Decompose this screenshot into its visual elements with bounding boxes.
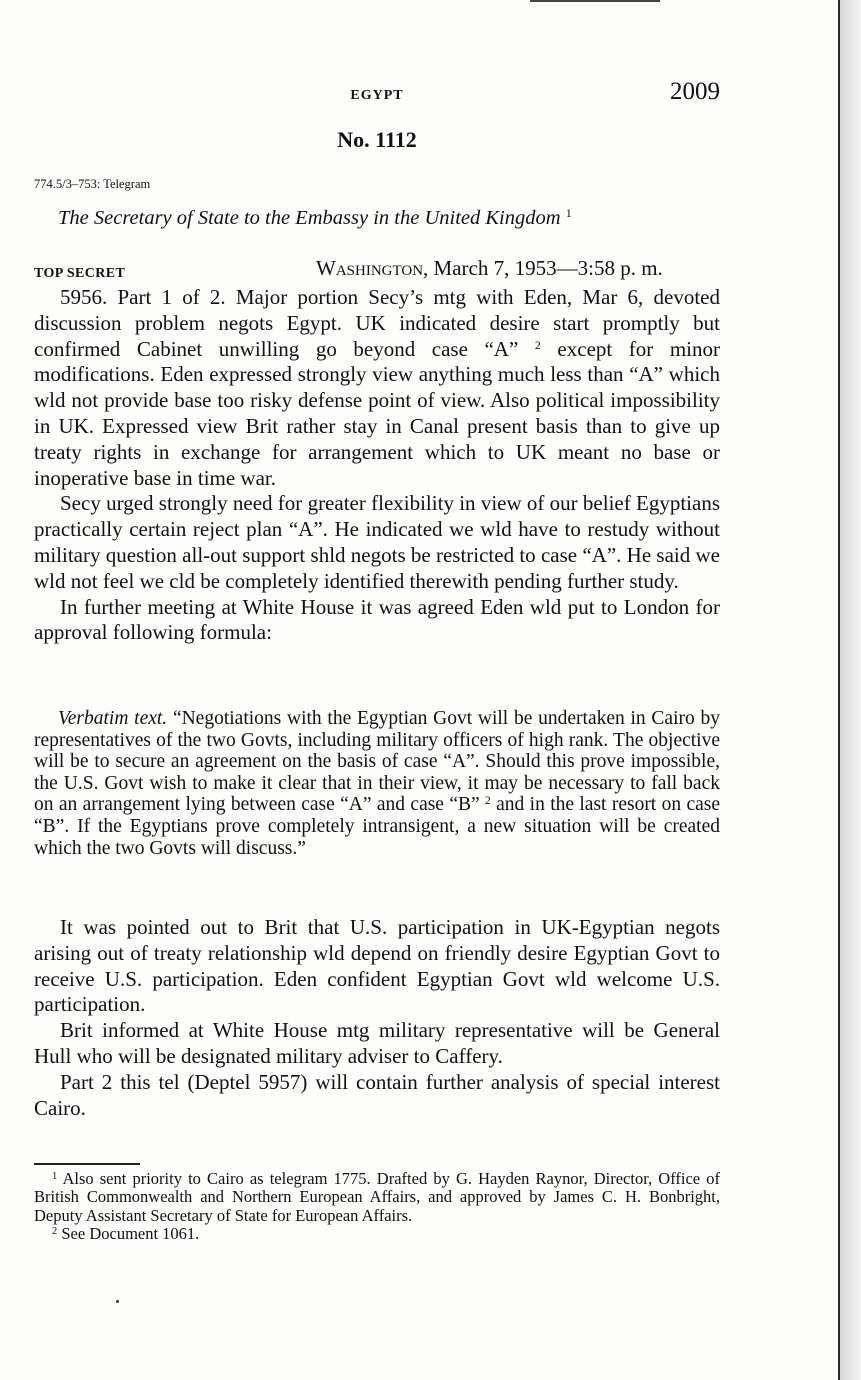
page-number: 2009 xyxy=(670,78,720,105)
book-gutter-shadow xyxy=(840,0,861,1380)
footnote xyxy=(34,1225,720,1243)
dateline-place: Washington, xyxy=(316,256,429,280)
footnote-mark: 1 xyxy=(565,206,572,220)
document-title xyxy=(58,206,572,230)
footnotes xyxy=(34,1170,720,1244)
classification-label: TOP SECRET xyxy=(34,266,126,281)
paragraph-text: except for minor modifications. Eden expressed strongly view anything much less than “A” which wld not provide base too risky defense point of view. Also political impossibility in UK. Expressed view Brit rather stay in Canal present basis than to give up treaty rights in exchange for arrangement which to UK meant no base or inoperative base in time war. xyxy=(34,336,721,490)
telegram-body-continued xyxy=(34,915,720,1121)
footnote-text: Also sent priority to Cairo as telegram 1775. Drafted by G. Hayden Raynor, Director, Office of British Commonwealth and Northern European Affairs, and approved by James C. H. Bonbright, Deputy Assistant Secretary of State for European Affairs. xyxy=(34,1169,720,1225)
paragraph xyxy=(34,285,720,491)
telegram-body xyxy=(34,285,720,646)
paragraph-text: 5956. Part 1 of 2. Major portion Secy’s mtg with Eden, Mar 6, devoted discussion problem negots Egypt. UK indicated desire start promptly but confirmed Cabinet unwilling go beyond case “A” xyxy=(34,285,720,361)
document-number: No. 1112 xyxy=(337,127,417,152)
verbatim-text: “Negotiations with the Egyptian Govt will be undertaken in Cairo by representatives of the two Govts, including military officers of high rank. The objective will be to secure an agreement on the basis of case “A”. Should this prove impossible, the U.S. Govt wish to make it clear that in their view, it may be necessary to fall back on an arrangement lying between case “A” and case “B” xyxy=(34,708,720,816)
footnote xyxy=(34,1170,720,1225)
dateline-date: March 7, 1953—3:58 p. m. xyxy=(428,256,663,280)
paragraph: In further meeting at White House it was agreed Eden wld put to London for approval following formula: xyxy=(34,594,720,645)
paragraph: Secy urged strongly need for greater flexibility in view of our belief Egyptians practically certain reject plan “A”. He indicated we wld have to restudy without military question all-out support shld negots be restricted to case “A”. He said we wld not feel we cld be completely identified therewith pending further study. xyxy=(34,491,720,593)
footnote-text: See Document 1061. xyxy=(57,1224,200,1244)
paragraph: It was pointed out to Brit that U.S. participation in UK-Egyptian negots arising out of treaty relationship wld depend on friendly desire Egyptian Govt to receive U.S. participation. Eden confident Egyptian Govt wld welcome U.S. participation. xyxy=(34,915,720,1017)
verbatim-paragraph xyxy=(34,708,720,859)
top-edge-mark xyxy=(530,0,660,2)
dateline xyxy=(316,256,720,281)
footnote-number: 1 xyxy=(52,1171,58,1182)
footnote-number: 2 xyxy=(52,1226,58,1238)
verbatim-formula xyxy=(34,708,720,859)
print-speck xyxy=(116,1300,119,1303)
file-reference: 774.5/3–753: Telegram xyxy=(34,177,151,191)
document-title-text: The Secretary of State to the Embassy in the United Kingdom xyxy=(58,207,561,229)
paragraph: Part 2 this tel (Deptel 5957) will contain further analysis of special interest Cairo. xyxy=(34,1069,720,1120)
paragraph: Brit informed at White House mtg military representative will be General Hull who will be designated military adviser to Caffery. xyxy=(34,1018,720,1068)
running-head: EGYPT xyxy=(350,88,404,103)
footnote-mark: 2 xyxy=(485,795,491,808)
footnote-divider xyxy=(34,1163,140,1165)
verbatim-lead: Verbatim text. xyxy=(58,708,168,729)
verbatim-text: and in the last resort on case “B”. If the Egyptians prove completely intransigent, a new situation will be created which the two Govts will discuss.” xyxy=(34,794,721,859)
footnote-mark: 2 xyxy=(534,337,541,352)
